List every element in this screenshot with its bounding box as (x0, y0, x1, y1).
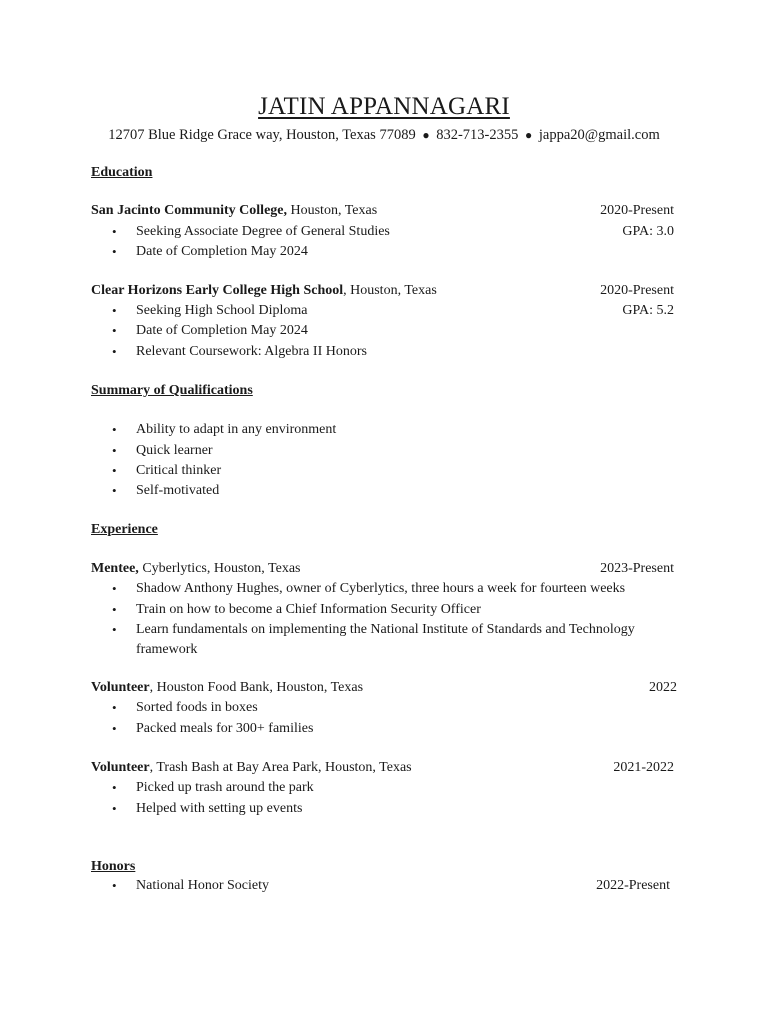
entry-dates: 2021-2022 (613, 760, 674, 775)
role-title: Mentee, (91, 561, 139, 576)
entry-dates: 2020-Present (600, 283, 674, 298)
institution-location: Houston, Texas (287, 203, 378, 218)
entry-dates: 2020-Present (600, 203, 674, 218)
experience-entry (91, 559, 674, 579)
entry-dates: 2022-Present (596, 878, 670, 893)
entry-dates: 2022 (649, 680, 677, 695)
education-entry (91, 201, 674, 221)
organization: , Trash Bash at Bay Area Park, Houston, Texas (149, 760, 412, 775)
bullet-icon: • (112, 244, 117, 259)
bullet-icon: • (112, 801, 117, 816)
organization: Cyberlytics, Houston, Texas (138, 561, 301, 576)
bullet-icon: • (112, 581, 117, 596)
bullet-icon: • (112, 443, 117, 458)
bullet-icon: • (112, 622, 117, 637)
bullet-icon: • (112, 303, 117, 318)
address: 12707 Blue Ridge Grace way, Houston, Texas 77089 (108, 127, 416, 143)
contact-line (0, 125, 768, 145)
bullet-icon: • (112, 721, 117, 736)
institution-location: , Houston, Texas (343, 283, 437, 298)
resume-page: JATIN APPANNAGARI 12707 Blue Ridge Grace way, Houston, Texas 77089 ● 832-713-2355 ● jappa20@gmail.com Education San Jacinto Community College, Houston, Texas 2020-Present • Seeking Associate Degree of General Studies GPA: 3.0 • Date of Completion May 2024 Clear Horizons Early College High School, Houston, Texas 2020-Present • Seeking High School Diploma GPA: 5.2 • Date of Completion May 2024 • Relevant Coursework: Algebra II Honors Summary of Qualifications • Ability to adapt in any environment • Quick learner • Critical thinker • Self-motivated Experience Mentee, Cyberlytics, Houston, Texas 2023-Present • Shadow Anthony Hughes, owner of Cyberlytics, three hours a week for fourteen weeks • Train on how to become a Chief Information Security Officer • Learn fundamentals on implementing the National Institute of Standards and Technology framework Volunteer, Houston Food Bank, Houston, Texas 2022 • Sorted foods in boxes • Packed meals for 300+ families Volunteer, Trash Bash at Bay Area Park, Houston, Texas 2021-2022 • Picked up trash around the park • Helped with setting up events Honors • National Honor Society 2022-Present (0, 0, 768, 1024)
experience-entry (91, 678, 677, 698)
phone: 832-713-2355 (436, 127, 519, 143)
separator-dot: ● (422, 128, 430, 142)
bullet-icon: • (112, 323, 117, 338)
bullet-icon: • (112, 700, 117, 715)
institution-name: Clear Horizons Early College High School (91, 283, 344, 298)
section-title-qualifications: Summary of Qualifications (91, 383, 253, 398)
role-title: Volunteer (91, 760, 150, 775)
entry-dates: 2023-Present (600, 561, 674, 576)
section-title-education: Education (91, 165, 153, 180)
role-title: Volunteer (91, 680, 150, 695)
bullet-icon: • (112, 780, 117, 795)
bullet-icon: • (112, 878, 117, 893)
candidate-name: JATIN APPANNAGARI (258, 93, 510, 120)
bullet-icon: • (112, 422, 117, 437)
experience-entry (91, 758, 674, 778)
section-title-honors: Honors (91, 859, 136, 874)
bullet-icon: • (112, 344, 117, 359)
bullet-icon: • (112, 602, 117, 617)
education-entry (91, 281, 674, 301)
bullet-icon: • (112, 224, 117, 239)
bullet-icon: • (112, 483, 117, 498)
section-title-experience: Experience (91, 522, 158, 537)
separator-dot: ● (525, 128, 533, 142)
gpa: GPA: 3.0 (622, 224, 674, 239)
gpa: GPA: 5.2 (622, 303, 674, 318)
bullet-icon: • (112, 463, 117, 478)
organization: , Houston Food Bank, Houston, Texas (149, 680, 364, 695)
email-link[interactable]: jappa20@gmail.com (538, 127, 660, 143)
institution-name: San Jacinto Community College, (91, 203, 287, 218)
